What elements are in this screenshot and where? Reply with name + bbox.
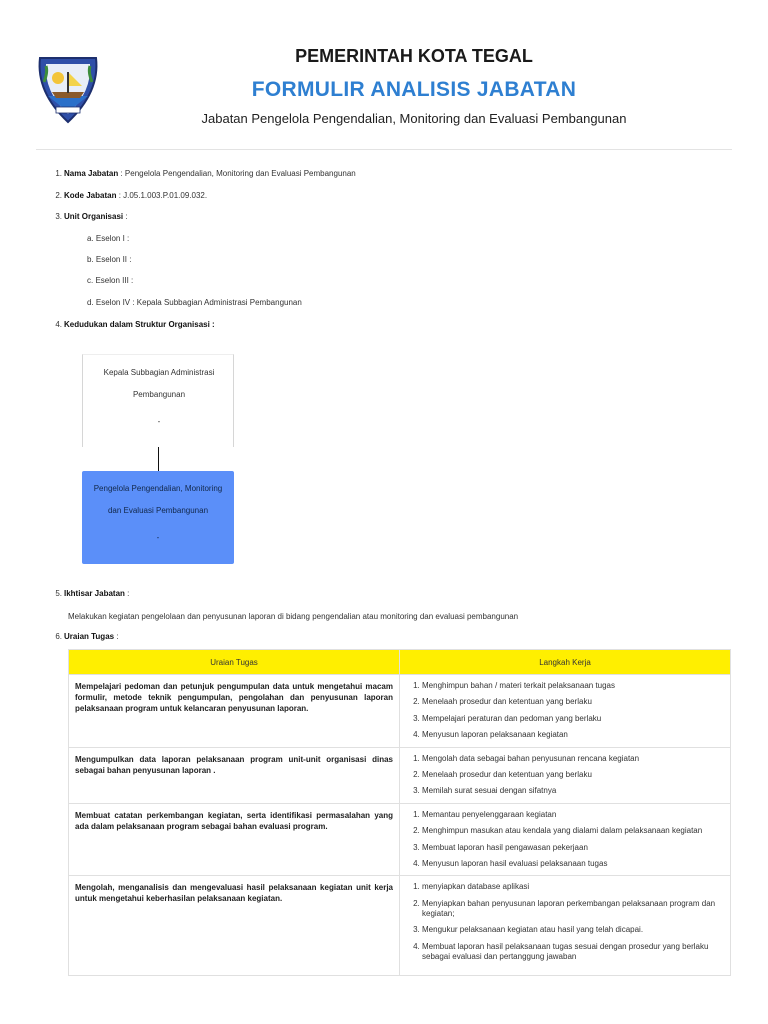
step-item: 1. Memantau penyelenggaraan kegiatan <box>422 810 724 820</box>
field-label: Unit Organisasi <box>64 212 124 221</box>
column-header: Uraian Tugas <box>69 650 400 675</box>
government-heading: PEMERINTAH KOTA TEGAL <box>295 46 533 66</box>
field-value: : <box>123 212 128 221</box>
org-box-line: dan Evaluasi Pembangunan <box>107 506 209 515</box>
tasks-table <box>68 649 731 976</box>
field-label: Ikhtisar Jabatan <box>64 589 125 598</box>
steps-cell <box>400 876 731 976</box>
duty-cell: Mengolah, menganalisis dan mengevaluasi hasil pelaksanaan kegiatan unit kerja untuk mengetahui keberhasilan pelaksanaan kegiatan. <box>69 876 400 976</box>
org-box-position <box>82 471 234 564</box>
step-item: 2. Menyiapkan bahan penyusunan laporan perkembangan pelaksanaan program dan kegiatan; <box>422 899 724 920</box>
field-value: : <box>114 632 119 641</box>
eselon-item: a. Eselon I : <box>87 234 130 243</box>
step-item: 2. Menghimpun masukan atau kendala yang dialami dalam pelaksanaan kegiatan <box>422 826 724 836</box>
org-box-line: Kepala Subbagian Administrasi <box>103 368 215 377</box>
table-header-row <box>69 650 731 675</box>
field-value: : J.05.1.003.P.01.09.032. <box>116 191 208 200</box>
field-label: Kode Jabatan <box>64 191 117 200</box>
org-box-line: Pembangunan <box>132 390 186 399</box>
field-value: : <box>124 589 130 598</box>
table-row <box>69 675 731 748</box>
steps-cell <box>400 675 731 748</box>
table-row <box>69 747 731 803</box>
step-item: 3. Mengukur pelaksanaan kegiatan atau hasil yang telah dicapai. <box>422 925 724 935</box>
eselon-item: d. Eselon IV : Kepala Subbagian Administrasi Pembangunan <box>87 298 302 307</box>
field-label: Nama Jabatan <box>64 169 119 178</box>
org-box-line: - <box>156 533 160 542</box>
step-item: 1. menyiapkan database aplikasi <box>422 882 724 892</box>
step-item: 4. Menyusun laporan pelaksanaan kegiatan <box>422 730 724 740</box>
step-item: 3. Membuat laporan hasil pengawasan pekerjaan <box>422 843 724 853</box>
steps-cell <box>400 747 731 803</box>
org-box-line: Pengelola Pengendalian, Monitoring <box>93 484 223 493</box>
org-connector-line <box>158 447 159 471</box>
duty-cell: Membuat catatan perkembangan kegiatan, serta identifikasi permasalahan yang ada dalam pelaksanaan program sebagai bahan evaluasi program. <box>69 803 400 876</box>
step-item: 3. Mempelajari peraturan dan pedoman yang berlaku <box>422 714 724 724</box>
steps-cell <box>400 803 731 876</box>
field-label: Uraian Tugas <box>64 632 115 641</box>
step-item: 4. Menyusun laporan hasil evaluasi pelaksanaan tugas <box>422 859 724 869</box>
ikhtisar-text: Melakukan kegiatan pengelolaan dan penyusunan laporan di bidang pengendalian atau monitoring dan evaluasi pembangunan <box>68 612 519 621</box>
table-row <box>69 803 731 876</box>
header-divider <box>36 149 732 150</box>
field-label: Kedudukan dalam Struktur Organisasi : <box>64 320 215 329</box>
eselon-item: b. Eselon II : <box>87 255 132 264</box>
step-item: 2. Menelaah prosedur dan ketentuan yang berlaku <box>422 697 724 707</box>
form-title: FORMULIR ANALISIS JABATAN <box>251 78 577 101</box>
step-item: 1. Menghimpun bahan / materi terkait pelaksanaan tugas <box>422 681 724 691</box>
org-box-superior <box>82 354 234 447</box>
step-item: 2. Menelaah prosedur dan ketentuan yang berlaku <box>422 770 724 780</box>
duty-cell: Mengumpulkan data laporan pelaksanaan program unit-unit organisasi dinas sebagai bahan penyusunan laporan . <box>69 747 400 803</box>
eselon-item: c. Eselon III : <box>87 276 134 285</box>
step-item: 4. Membuat laporan hasil pelaksanaan tugas sesuai dengan prosedur yang berlaku sebagai evaluasi dan pertanggung jawaban <box>422 942 724 963</box>
field-value: : Pengelola Pengendalian, Monitoring dan Evaluasi Pembangunan <box>118 169 356 178</box>
step-item: 1. Mengolah data sebagai bahan penyusunan rencana kegiatan <box>422 754 724 764</box>
duty-cell: Mempelajari pedoman dan petunjuk pengumpulan data untuk mengetahui macam formulir, metode teknik pengumpulan, pengolahan dan penyusunan laporan pelaksanaan program untuk kelancaran penyusunan laporan. <box>69 675 400 748</box>
step-item: 3. Memilah surat sesuai dengan sifatnya <box>422 786 724 796</box>
org-box-line: - <box>157 417 161 426</box>
table-row <box>69 876 731 976</box>
column-header: Langkah Kerja <box>400 650 731 675</box>
position-subtitle: Jabatan Pengelola Pengendalian, Monitoring dan Evaluasi Pembangunan <box>201 111 627 126</box>
